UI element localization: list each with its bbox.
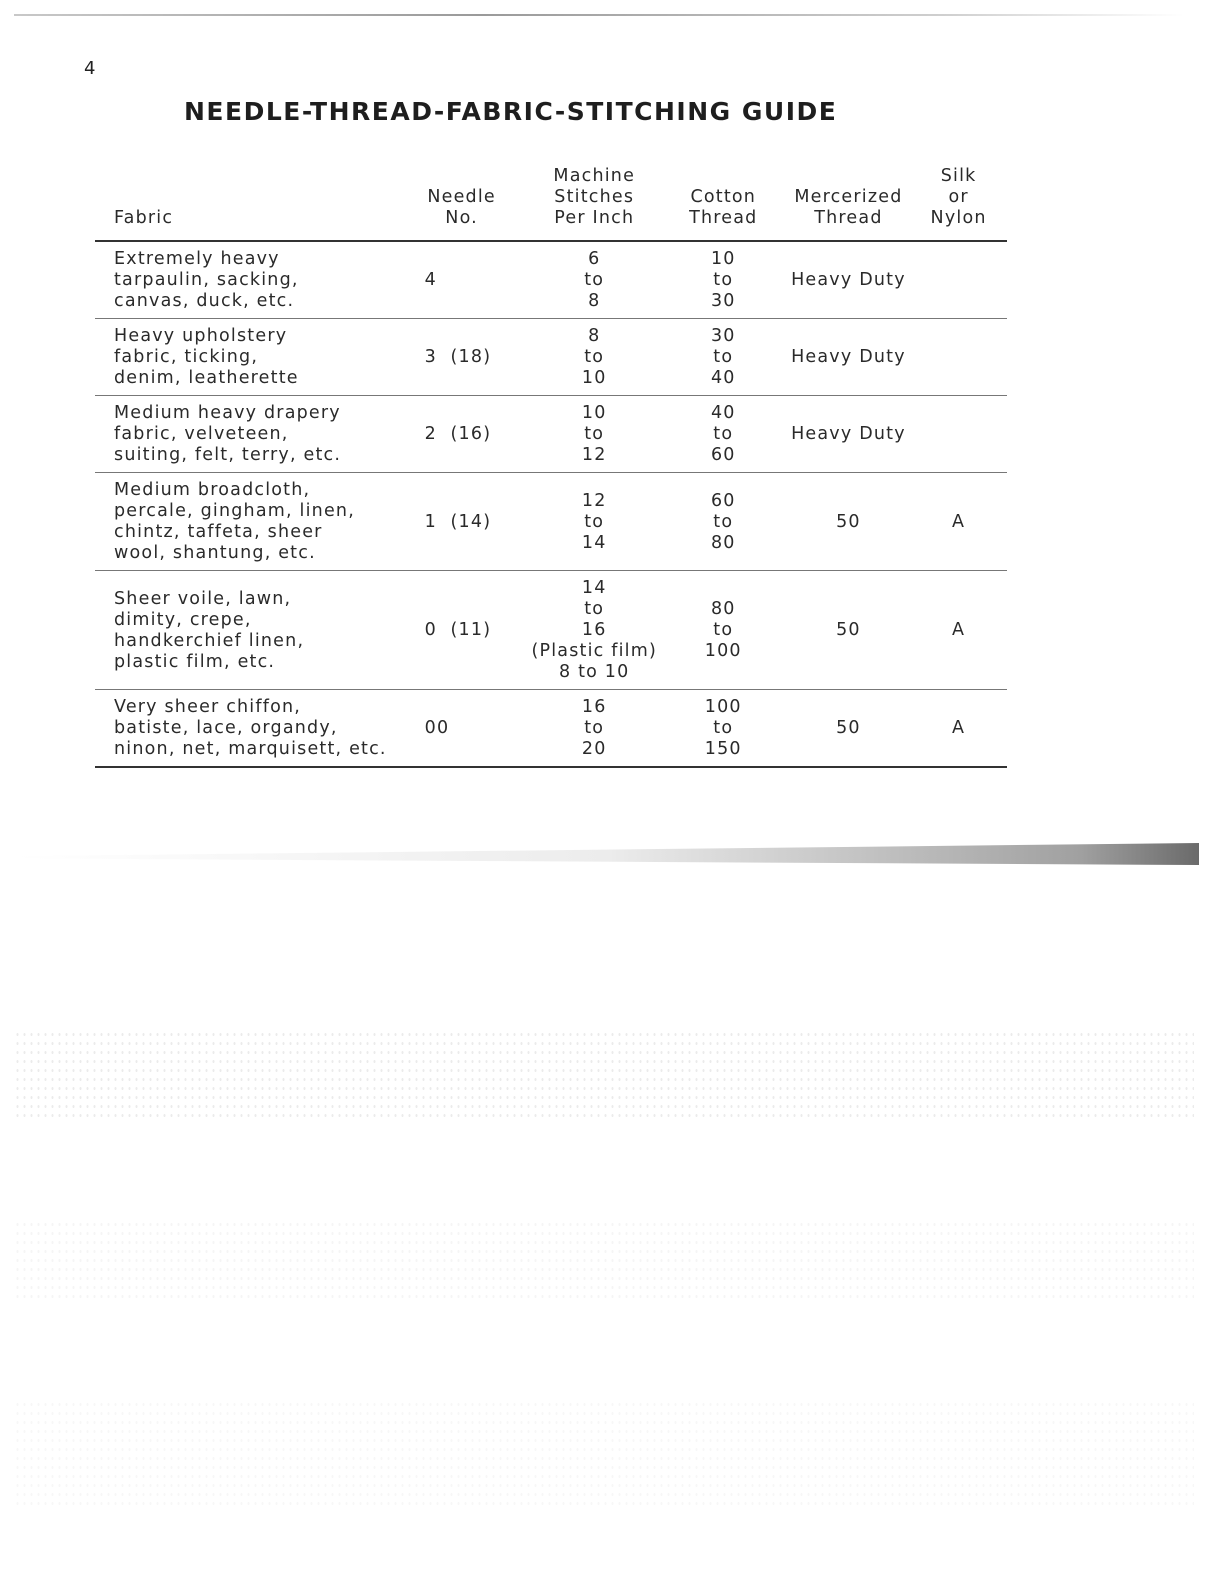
stitches-cell-line: 16 bbox=[581, 620, 607, 640]
stitches-cell-line: (Plastic film) bbox=[531, 641, 658, 661]
cotton-cell-line: 60 bbox=[710, 445, 736, 465]
table-body bbox=[95, 241, 1007, 767]
mercerized-cell: 50 bbox=[787, 690, 911, 768]
header-needle bbox=[395, 166, 529, 241]
stitches-cell-line: 8 bbox=[588, 291, 601, 311]
header-stitches bbox=[529, 166, 660, 241]
fabric-cell-line: dimity, crepe, bbox=[114, 609, 252, 630]
table-row bbox=[95, 319, 1007, 396]
table-row bbox=[95, 571, 1007, 690]
stitches-cell-line: to bbox=[584, 718, 605, 738]
scan-noise bbox=[14, 1220, 1194, 1300]
cotton-cell-line: 100 bbox=[704, 641, 742, 661]
stitching-guide-table bbox=[95, 166, 1007, 768]
header-line: No. bbox=[445, 208, 478, 228]
table-row bbox=[95, 396, 1007, 473]
cotton-cell-line: 40 bbox=[710, 368, 736, 388]
fabric-cell-line: plastic film, etc. bbox=[114, 651, 276, 672]
stitches-cell-line: 12 bbox=[581, 490, 607, 511]
header-line: Thread bbox=[689, 208, 758, 228]
fabric-cell-line: suiting, felt, terry, etc. bbox=[114, 445, 342, 465]
header-silk-nylon bbox=[910, 166, 1007, 241]
fabric-cell-line: handkerchief linen, bbox=[114, 630, 305, 651]
fabric-cell-line: Extremely heavy bbox=[114, 249, 280, 269]
stitches-cell-line: 8 to 10 bbox=[558, 662, 630, 682]
stitches-cell bbox=[529, 241, 660, 319]
scan-noise bbox=[14, 1400, 1194, 1510]
stitches-cell-line: to bbox=[584, 511, 605, 532]
fabric-cell-line: canvas, duck, etc. bbox=[114, 291, 295, 311]
header-line: Mercerized bbox=[794, 187, 903, 207]
cotton-cell-line: 60 bbox=[710, 490, 736, 511]
silk-nylon-cell: A bbox=[910, 473, 1007, 571]
fabric-cell-line: Medium broadcloth, bbox=[114, 480, 311, 500]
fabric-cell bbox=[95, 241, 395, 319]
fabric-cell-line: Sheer voile, lawn, bbox=[114, 588, 292, 609]
silk-nylon-cell bbox=[910, 241, 1007, 319]
fabric-cell-line: chintz, taffeta, sheer bbox=[114, 522, 323, 542]
fabric-cell-line: batiste, lace, organdy, bbox=[114, 718, 338, 738]
cotton-cell-line: 30 bbox=[710, 326, 736, 346]
fabric-cell-line: fabric, ticking, bbox=[114, 347, 259, 367]
stitches-cell-line: 12 bbox=[581, 445, 607, 465]
cotton-cell-line: 80 bbox=[710, 599, 736, 619]
stitches-cell-line: 14 bbox=[581, 532, 607, 553]
needle-cell: 4 bbox=[395, 241, 529, 319]
cotton-cell-line: to bbox=[713, 718, 734, 738]
fabric-cell bbox=[95, 473, 395, 571]
stitches-cell-line: to bbox=[584, 347, 605, 367]
header-line: Machine bbox=[553, 166, 636, 186]
header-line: Needle bbox=[427, 187, 496, 207]
stitches-cell-line: 20 bbox=[581, 739, 607, 759]
cotton-cell bbox=[660, 473, 787, 571]
mercerized-cell: 50 bbox=[787, 571, 911, 690]
needle-cell: 0 (11) bbox=[395, 571, 529, 690]
cotton-cell-line: 100 bbox=[704, 697, 742, 717]
cotton-cell-line: to bbox=[713, 424, 734, 444]
stitches-cell-line: 16 bbox=[581, 697, 607, 717]
stitches-cell-line: 10 bbox=[581, 368, 607, 388]
header-line: Silk bbox=[940, 166, 977, 186]
silk-nylon-cell: A bbox=[910, 571, 1007, 690]
silk-nylon-cell: A bbox=[910, 690, 1007, 768]
header-fabric: Fabric bbox=[95, 166, 395, 241]
page-title: NEEDLE-THREAD-FABRIC-STITCHING GUIDE bbox=[184, 97, 838, 126]
fabric-cell-line: tarpaulin, sacking, bbox=[114, 270, 299, 290]
fabric-cell bbox=[95, 690, 395, 768]
needle-cell: 00 bbox=[395, 690, 529, 768]
cotton-cell-line: 10 bbox=[710, 249, 736, 269]
cotton-cell bbox=[660, 241, 787, 319]
fabric-cell bbox=[95, 396, 395, 473]
cotton-cell-line: 30 bbox=[710, 291, 736, 311]
header-line: or bbox=[948, 187, 969, 207]
cotton-cell bbox=[660, 690, 787, 768]
stitches-cell-line: 14 bbox=[581, 578, 607, 598]
cotton-cell bbox=[660, 396, 787, 473]
header-line: Stitches bbox=[554, 187, 635, 207]
cotton-cell bbox=[660, 571, 787, 690]
scan-noise bbox=[14, 1030, 1194, 1120]
mercerized-cell: 50 bbox=[787, 473, 911, 571]
table-row bbox=[95, 241, 1007, 319]
cotton-cell-line: 40 bbox=[710, 403, 736, 423]
cotton-cell-line: to bbox=[713, 511, 734, 532]
table-row bbox=[95, 473, 1007, 571]
header-line: Per Inch bbox=[554, 208, 635, 228]
stitches-cell bbox=[529, 319, 660, 396]
fabric-cell bbox=[95, 571, 395, 690]
header-line: Thread bbox=[814, 208, 883, 228]
stitches-cell bbox=[529, 396, 660, 473]
fabric-cell-line: Heavy upholstery bbox=[114, 326, 288, 346]
table-row bbox=[95, 690, 1007, 768]
stitches-cell bbox=[529, 473, 660, 571]
fabric-cell-line: percale, gingham, linen, bbox=[114, 501, 355, 521]
needle-cell: 3 (18) bbox=[395, 319, 529, 396]
stitches-cell-line: 8 bbox=[588, 326, 601, 346]
page-number: 4 bbox=[84, 58, 96, 79]
fabric-cell-line: Very sheer chiffon, bbox=[114, 697, 302, 717]
fabric-cell-line: denim, leatherette bbox=[114, 368, 299, 388]
fabric-cell-line: wool, shantung, etc. bbox=[114, 543, 316, 563]
header-line: Nylon bbox=[930, 208, 987, 228]
stitches-cell bbox=[529, 571, 660, 690]
silk-nylon-cell bbox=[910, 319, 1007, 396]
fabric-cell-line: Medium heavy drapery bbox=[114, 403, 341, 423]
stitches-cell-line: to bbox=[584, 270, 605, 290]
fabric-cell bbox=[95, 319, 395, 396]
cotton-cell-line: to bbox=[713, 270, 734, 290]
fabric-cell-line: fabric, velveteen, bbox=[114, 424, 289, 444]
mercerized-cell: Heavy Duty bbox=[787, 241, 911, 319]
stitches-cell-line: to bbox=[584, 424, 605, 444]
mercerized-cell: Heavy Duty bbox=[787, 319, 911, 396]
needle-cell: 1 (14) bbox=[395, 473, 529, 571]
stitches-cell-line: 6 bbox=[588, 249, 601, 269]
cotton-cell-line: 80 bbox=[710, 532, 736, 553]
cotton-cell-line: to bbox=[713, 347, 734, 367]
header-line: Cotton bbox=[690, 187, 757, 207]
silk-nylon-cell bbox=[910, 396, 1007, 473]
cotton-cell bbox=[660, 319, 787, 396]
stitches-cell bbox=[529, 690, 660, 768]
needle-cell: 2 (16) bbox=[395, 396, 529, 473]
stitches-cell-line: to bbox=[584, 599, 605, 619]
cotton-cell-line: to bbox=[713, 620, 734, 640]
scan-edge-top bbox=[14, 14, 1184, 16]
cotton-cell-line: 150 bbox=[704, 739, 742, 759]
mercerized-cell: Heavy Duty bbox=[787, 396, 911, 473]
scan-fold-shadow bbox=[14, 843, 1199, 865]
stitches-cell-line: 10 bbox=[581, 403, 607, 423]
table-header-row bbox=[95, 166, 1007, 241]
header-mercerized bbox=[787, 166, 911, 241]
header-cotton bbox=[660, 166, 787, 241]
fabric-cell-line: ninon, net, marquisett, etc. bbox=[114, 739, 387, 759]
